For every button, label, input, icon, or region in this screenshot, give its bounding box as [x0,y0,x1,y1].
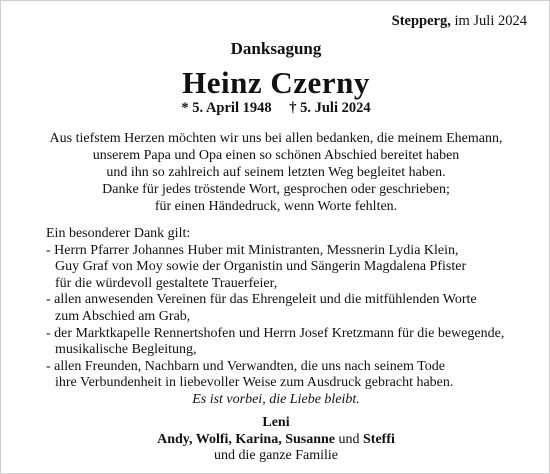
special-thanks [46,226,526,392]
thanks-line: - Herrn Pfarrer Johannes Huber mit Ministranten, Messnerin Lydia Klein, [46,242,459,258]
thanks-line: ihre Verbundenheit in liebevoller Weise zum Ausdruck gebracht haben. [55,375,454,391]
thanks-line: musikalische Begleitung, [55,342,197,358]
intro-line: und ihn so zahlreich auf seinem letzten Weg begleitet haben. [106,165,446,180]
death-date: † 5. Juli 2024 [289,100,371,116]
thanks-line: für die würdevoll gestaltete Trauerfeier, [55,275,278,291]
thank-you-text [1,130,550,215]
signature-family: und die ganze Familie [213,448,339,463]
motto: Es ist vorbei, die Liebe bleibt. [192,392,360,407]
signature-last-name: Steffi [363,431,395,447]
place: Stepperg, [391,13,451,29]
signature [1,415,550,465]
intro-line: für einen Händedruck, wenn Worte fehlten. [154,199,398,214]
thanks-line: - allen anwesenden Vereinen für das Ehrengeleit und die mitfühlenden Worte [46,292,477,308]
intro-line: Aus tiefstem Herzen möchten wir uns bei allen bedanken, die meinem Ehemann, [49,131,503,146]
thanks-line: - der Marktkapelle Rennertshofen und Herrn Josef Kretzmann für die bewegende, [46,325,505,341]
birth-date: * 5. April 1948 [181,100,272,116]
thanks-line: - allen Freunden, Nachbarn und Verwandten, die uns nach seinem Tode [46,358,445,374]
place-date-line [392,13,527,30]
heading: Danksagung [230,39,322,58]
thanks-line: zum Abschied am Grab, [55,308,191,324]
deceased-name: Heinz Czerny [182,65,370,100]
signature-names: Andy, Wolfi, Karina, Susanne [157,431,336,447]
signature-first: Leni [262,415,290,430]
date: im Juli 2024 [454,13,527,29]
intro-line: unserem Papa und Opa einen so schönen Abschied bereitet haben [92,148,460,163]
special-thanks-title: Ein besonderer Dank gilt: [46,226,191,241]
life-dates [1,100,550,117]
intro-line: Danke für jedes tröstende Wort, gesprochen oder geschrieben; [102,182,450,197]
thanks-line: Guy Graf von Moy sowie der Organistin und Sängerin Magdalena Pfister [55,259,467,275]
signature-und: und [338,431,360,447]
